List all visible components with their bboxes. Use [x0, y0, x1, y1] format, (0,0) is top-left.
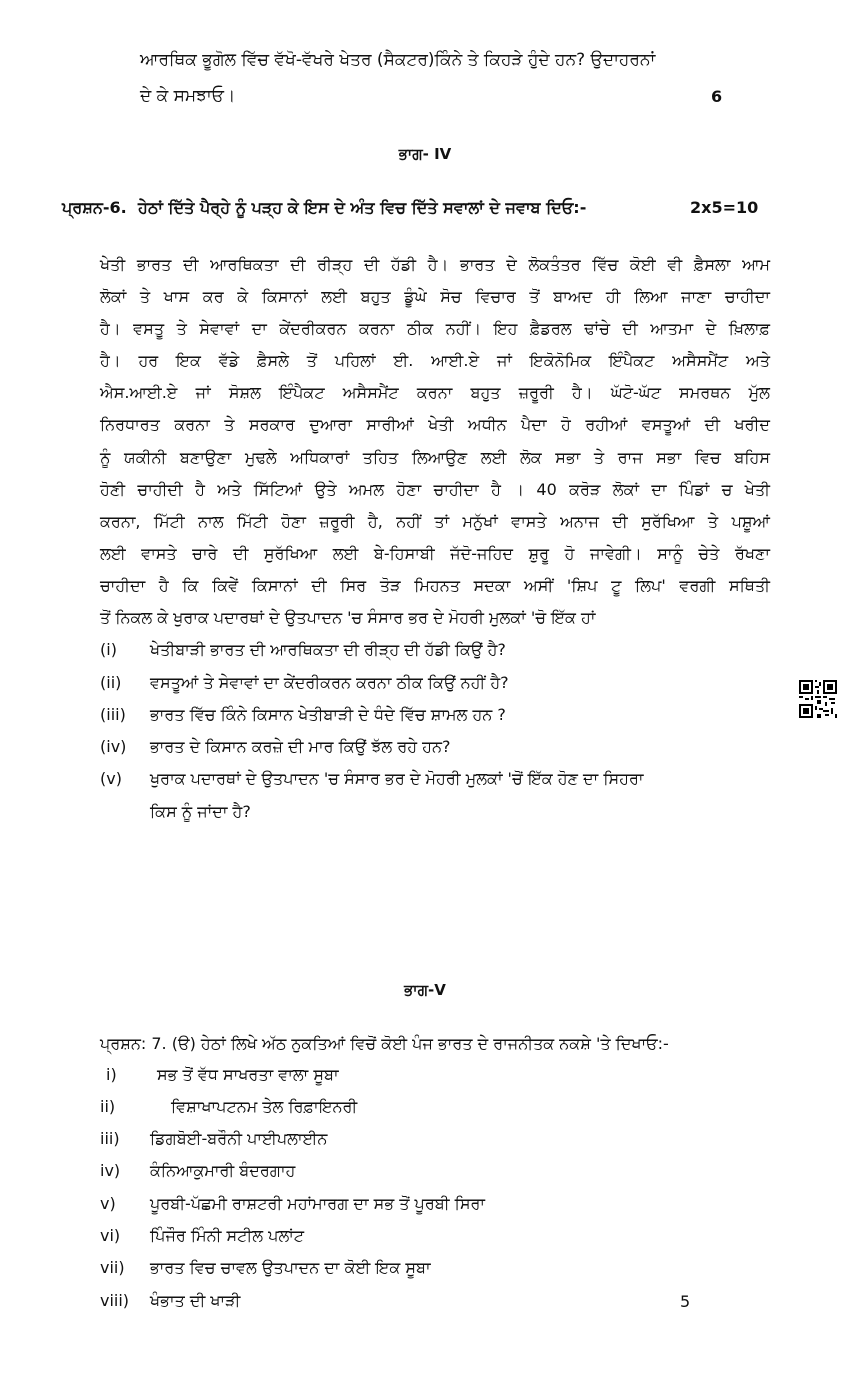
- map-item-text: ਡਿਗਬੋਈ-ਬਰੌਨੀ ਪਾਈਪਲਾਈਨ: [150, 1129, 328, 1148]
- map-item-number: viii): [100, 1291, 130, 1310]
- passage-line: ਹੋਣੀ ਚਾਹੀਦੀ ਹੈ ਅਤੇ ਸਿੱਟਿਆਂ ਉਤੇ ਅਮਲ ਹੋਣਾ ਚਾਹੀਦਾ ਹੈ । 40 ਕਰੋੜ ਲੋਕਾਂ ਦਾ ਪਿੰਡਾਂ ਚ ਖੇਤੀ: [100, 479, 770, 499]
- map-item-number: iii): [100, 1129, 120, 1148]
- page-number: 5: [680, 1292, 691, 1311]
- passage-line: ਲੋਕਾਂ ਤੇ ਖਾਸ ਕਰ ਕੇ ਕਿਸਾਨਾਂ ਲਈ ਬਹੁਤ ਡੂੰਘੇ ਸੋਚ ਵਿਚਾਰ ਤੋਂ ਬਾਅਦ ਹੀ ਲਿਆ ਜਾਣਾ ਚਾਹੀਦਾ: [100, 287, 770, 307]
- map-item-number: vii): [100, 1258, 125, 1277]
- map-item-text: ਸਭ ਤੋਂ ਵੱਧ ਸਾਖਰਤਾ ਵਾਲਾ ਸੂਬਾ: [157, 1065, 339, 1084]
- question-7-text: ਪ੍ਰਸ਼ਨ: 7. (ੳ) ਹੇਠਾਂ ਲਿਖੇ ਅੱਠ ਨੁਕਤਿਆਂ ਵਿਚੋਂ ਕੋਈ ਪੰਜ ਭਾਰਤ ਦੇ ਰਾਜਨੀਤਕ ਨਕਸ਼ੇ 'ਤੇ ਦਿਖਾਓ:-: [100, 1034, 669, 1053]
- passage-line: ਹੈ। ਹਰ ਇਕ ਵੱਡੇ ਫ਼ੈਸਲੇ ਤੋਂ ਪਹਿਲਾਂ ਈ. ਆਈ.ਏ ਜਾਂ ਇਕੋਨੋਮਿਕ ਇੰਪੈਕਟ ਅਸੈਸਮੈਂਟ ਅਤੇ: [100, 351, 770, 371]
- question-number: (iv): [100, 737, 127, 756]
- passage-line: ਨਿਰਧਾਰਤ ਕਰਨਾ ਤੇ ਸਰਕਾਰ ਦੁਆਰਾ ਸਾਰੀਆਂ ਖੇਤੀ ਅਧੀਨ ਪੈਦਾ ਹੋ ਰਹੀਆਂ ਵਸਤੂਆਂ ਦੀ ਖਰੀਦ: [100, 415, 770, 435]
- map-item-text: ਪਿੰਜੌਰ ਮਿੰਨੀ ਸਟੀਲ ਪਲਾਂਟ: [150, 1226, 305, 1245]
- question-text-continued: ਕਿਸ ਨੂੰ ਜਾਂਦਾ ਹੈ?: [150, 802, 251, 821]
- question-6-text: ਹੇਠਾਂ ਦਿੱਤੇ ਪੈਰ੍ਹੇ ਨੂੰ ਪੜ੍ਹ ਕੇ ਇਸ ਦੇ ਅੰਤ ਵਿਚ ਦਿੱਤੇ ਸਵਾਲਾਂ ਦੇ ਜਵਾਬ ਦਿਓ:-: [138, 198, 587, 217]
- passage-line: ਖੇਤੀ ਭਾਰਤ ਦੀ ਆਰਥਿਕਤਾ ਦੀ ਰੀੜ੍ਹ ਦੀ ਹੱਡੀ ਹੈ। ਭਾਰਤ ਦੇ ਲੋਕਤੰਤਰ ਵਿੱਚ ਕੋਈ ਵੀ ਫ਼ੈਸਲਾ ਆਮ: [100, 255, 770, 274]
- passage-line: ਚਾਹੀਦਾ ਹੈ ਕਿ ਕਿਵੇਂ ਕਿਸਾਨਾਂ ਦੀ ਸਿਰ ਤੋੜ ਮਿਹਨਤ ਸਦਕਾ ਅਸੀਂ 'ਸ਼ਿਪ ਟੂ ਲਿਪ' ਵਰਗੀ ਸਥਿਤੀ: [100, 575, 770, 595]
- qr-code-icon: [799, 680, 837, 718]
- question-text: ਖੇਤੀਬਾੜੀ ਭਾਰਤ ਦੀ ਆਰਥਿਕਤਾ ਦੀ ਰੀੜ੍ਹ ਦੀ ਹੱਡੀ ਕਿਉਂ ਹੈ?: [150, 640, 506, 659]
- part4-heading: ਭਾਗ- IV: [398, 145, 452, 163]
- intro-line-1: ਆਰਥਿਕ ਭੂਗੋਲ ਵਿੱਚ ਵੱਖੋ-ਵੱਖਰੇ ਖੇਤਰ (ਸੈਕਟਰ)ਕਿੰਨੇ ਤੇ ਕਿਹੜੇ ਹੁੰਦੇ ਹਨ? ਉਦਾਹਰਨਾਂ: [140, 50, 656, 70]
- map-item-number: iv): [100, 1161, 121, 1180]
- question-number: (v): [100, 769, 122, 788]
- question-number: (i): [100, 640, 117, 659]
- passage-line: ਐਸ.ਆਈ.ਏ ਜਾਂ ਸੋਸ਼ਲ ਇੰਪੈਕਟ ਅਸੈਸਮੈਂਟ ਕਰਨਾ ਬਹੁਤ ਜ਼ਰੂਰੀ ਹੈ। ਘੱਟੋ-ਘੱਟ ਸਮਰਥਨ ਮੁੱਲ: [100, 383, 770, 403]
- passage-line: ਹੈ। ਵਸਤੂ ਤੇ ਸੇਵਾਵਾਂ ਦਾ ਕੇਂਦਰੀਕਰਨ ਕਰਨਾ ਠੀਕ ਨਹੀਂ। ਇਹ ਫ਼ੈਡਰਲ ਢਾਂਚੇ ਦੀ ਆਤਮਾ ਦੇ ਖ਼ਿਲਾਫ਼: [100, 319, 770, 339]
- map-item-number: v): [100, 1194, 116, 1213]
- map-item-text: ਕੰਨਿਆਕੁਮਾਰੀ ਬੰਦਰਗਾਹ: [150, 1161, 296, 1180]
- passage: [100, 249, 770, 634]
- question-6-label: ਪ੍ਰਸ਼ਨ-6.: [62, 198, 127, 217]
- map-item-number: i): [106, 1065, 117, 1084]
- map-item-number: vi): [100, 1226, 121, 1245]
- map-item-text: ਵਿਸ਼ਾਖਾਪਟਨਮ ਤੇਲ ਰਿਫ਼ਾਇਨਰੀ: [171, 1097, 358, 1116]
- question-text: ਭਾਰਤ ਵਿੱਚ ਕਿੰਨੇ ਕਿਸਾਨ ਖੇਤੀਬਾੜੀ ਦੇ ਧੰਦੇ ਵਿੱਚ ਸ਼ਾਮਲ ਹਨ ?: [150, 705, 506, 724]
- intro-marks: 6: [711, 87, 723, 106]
- question-number: (iii): [100, 705, 126, 724]
- part5-heading: ਭਾਗ-V: [404, 981, 446, 999]
- question-6-marks: 2x5=10: [690, 198, 759, 217]
- question-text: ਖੁਰਾਕ ਪਦਾਰਥਾਂ ਦੇ ਉਤਪਾਦਨ 'ਚ ਸੰਸਾਰ ਭਰ ਦੇ ਮੋਹਰੀ ਮੁਲਕਾਂ 'ਚੋਂ ਇੱਕ ਹੋਣ ਦਾ ਸਿਹਰਾ: [150, 769, 644, 788]
- question-text: ਭਾਰਤ ਦੇ ਕਿਸਾਨ ਕਰਜ਼ੇ ਦੀ ਮਾਰ ਕਿਉਂ ਝੱਲ ਰਹੇ ਹਨ?: [150, 737, 451, 756]
- map-item-text: ਖੰਭਾਤ ਦੀ ਖਾੜੀ: [150, 1291, 241, 1310]
- map-item-text: ਭਾਰਤ ਵਿਚ ਚਾਵਲ ਉਤਪਾਦਨ ਦਾ ਕੋਈ ਇਕ ਸੂਬਾ: [150, 1258, 431, 1277]
- question-text: ਵਸਤੂਆਂ ਤੇ ਸੇਵਾਵਾਂ ਦਾ ਕੇਂਦਰੀਕਰਨ ਕਰਨਾ ਠੀਕ ਕਿਉਂ ਨਹੀਂ ਹੈ?: [150, 673, 509, 692]
- passage-line: ਤੋਂ ਨਿਕਲ ਕੇ ਖੁਰਾਕ ਪਦਾਰਥਾਂ ਦੇ ਉਤਪਾਦਨ 'ਚ ਸੰਸਾਰ ਭਰ ਦੇ ਮੋਹਰੀ ਮੁਲਕਾਂ 'ਚੋ ਇੱਕ ਹਾਂ: [100, 608, 596, 628]
- map-item-number: ii): [100, 1097, 116, 1116]
- map-item-text: ਪੂਰਬੀ-ਪੱਛਮੀ ਰਾਸ਼ਟਰੀ ਮਹਾਂਮਾਰਗ ਦਾ ਸਭ ਤੋਂ ਪੂਰਬੀ ਸਿਰਾ: [150, 1194, 485, 1213]
- question-number: (ii): [100, 673, 122, 692]
- passage-line: ਲਈ ਵਾਸਤੇ ਚਾਰੇ ਦੀ ਸੁਰੱਖਿਆ ਲਈ ਬੇ-ਹਿਸਾਬੀ ਜੱਦੋ-ਜਹਿਦ ਸ਼ੁਰੂ ਹੋ ਜਾਵੇਗੀ। ਸਾਨੂੰ ਚੇਤੇ ਰੱਖਣਾ: [100, 543, 770, 563]
- passage-line: ਨੂੰ ਯਕੀਨੀ ਬਣਾਉਣਾ ਮੁਢਲੇ ਅਧਿਕਾਰਾਂ ਤਹਿਤ ਲਿਆਉਣ ਲਈ ਲੋਕ ਸਭਾ ਤੇ ਰਾਜ ਸਭਾ ਵਿਚ ਬਹਿਸ: [100, 447, 770, 467]
- passage-line: ਕਰਨਾ, ਮਿੱਟੀ ਨਾਲ ਮਿੱਟੀ ਹੋਣਾ ਜ਼ਰੂਰੀ ਹੈ, ਨਹੀਂ ਤਾਂ ਮਨੁੱਖਾਂ ਵਾਸਤੇ ਅਨਾਜ ਦੀ ਸੁਰੱਖਿਆ ਤੇ ਪਸ਼ੂਆਂ: [100, 511, 770, 531]
- intro-line-2: ਦੇ ਕੇ ਸਮਝਾਓ।: [140, 86, 236, 106]
